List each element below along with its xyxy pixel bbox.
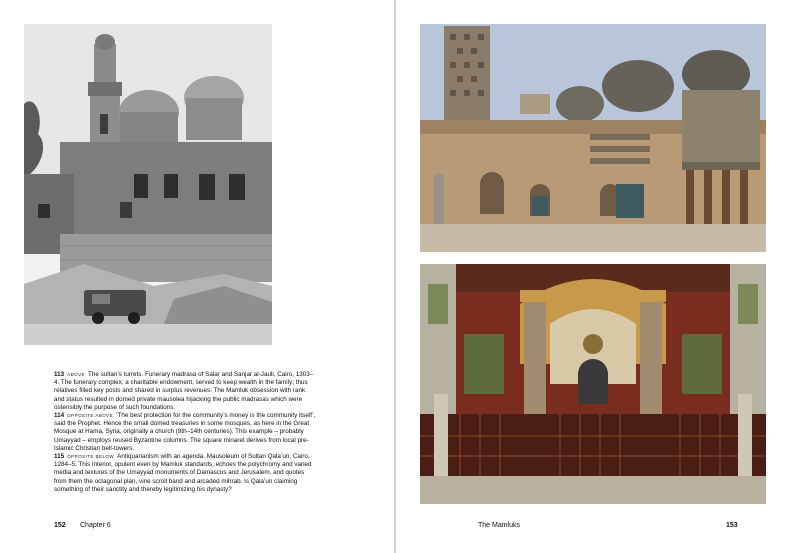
caption-number: 115 <box>54 453 65 461</box>
qalaun-mausoleum-photo <box>420 264 766 504</box>
hama-mosque-photo <box>420 24 766 252</box>
caption-text: ‘The best protection for the community’s money is the community itself’, said the Prophet. Hence the small domed treasuries in some mosques, as here in the Great Mosque at Hama, Syria, originally a church (8th–14th centuries). This example – probably Umayyad – employs reused Byzantine columns. The square minaret derives from local pre-Islamic Christian bell-towers. <box>54 412 316 452</box>
caption-number: 113 <box>54 371 65 378</box>
caption-number: 114 <box>54 412 65 420</box>
right-page-number: 153 <box>726 522 738 529</box>
caption-position: OPPOSITE BELOW <box>67 454 115 460</box>
left-page <box>0 0 394 553</box>
caption-113 <box>54 371 316 412</box>
caption-position: OPPOSITE ABOVE <box>67 413 114 419</box>
caption-position: ABOVE <box>67 372 86 377</box>
madrasa-photo <box>24 24 272 345</box>
caption-block <box>54 371 316 494</box>
caption-114 <box>54 412 316 453</box>
caption-text: The sultan’s turrets. Funerary madrasa of Salar and Sanjar al-Jauli, Cairo, 1303–4. The funerary complex, a charitable endowment, served to keep wealth in the family; thus relatives filled key posts and shared in surplus revenues. The Mamluk obsession with rank and status resulted in domed private mausolea hijacking the public madrasas which were ostensibly the purpose of such foundations. <box>54 371 314 411</box>
caption-text: Antiquarianism with an agenda. Mausoleum of Sultan Qala’un, Cairo, 1284–5. This interior, opulent even by Mamluk standards, echoes the polychromy and varied media and textures of the Umayyad monuments of Damascus and Jerusalem, and quotes from them the octagonal plan, vine scroll band and arcaded mihrab. Is Qala’un claiming something of their sanctity and thereby legitimizing his dynasty? <box>54 453 312 493</box>
right-running-head: The Mamluks <box>478 522 521 529</box>
caption-115 <box>54 453 316 494</box>
left-running-head: Chapter 6 <box>80 522 111 529</box>
left-page-number: 152 <box>54 522 66 529</box>
